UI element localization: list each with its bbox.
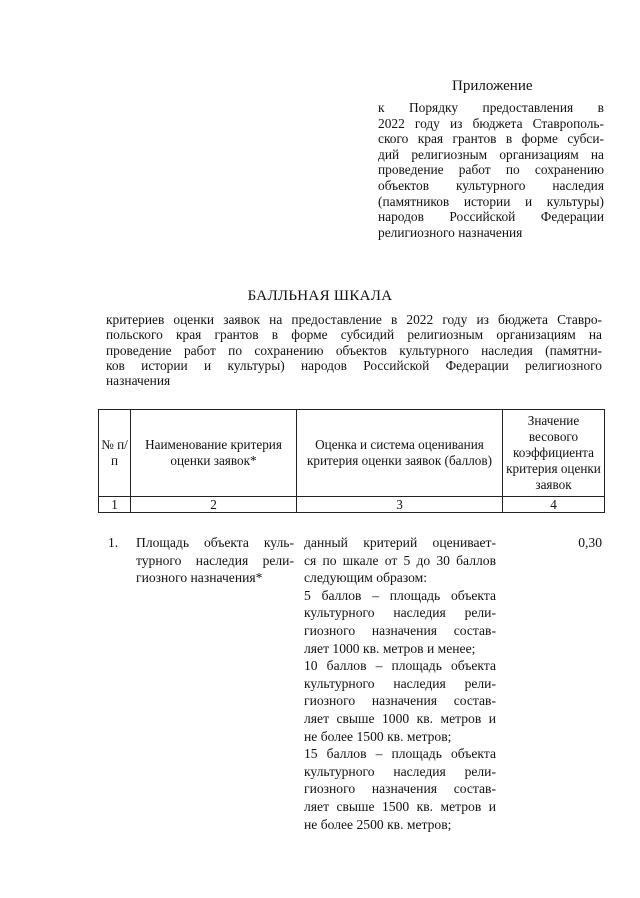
subtitle-line: проведение работ по сохранению объектов культурного наследия (памятни- xyxy=(106,342,602,358)
table-header-row xyxy=(99,410,605,497)
description-line: культурного наследия рели- xyxy=(304,605,496,621)
criterion-name-line: турного наследия рели- xyxy=(136,552,294,568)
description-line: культурного наследия рели- xyxy=(304,675,496,691)
description-line: данный критерий оценивает- xyxy=(304,535,496,550)
document-title: БАЛЛЬНАЯ ШКАЛА xyxy=(247,288,393,304)
criterion-description xyxy=(304,534,496,833)
appendix-note-line: 2022 году из бюджета Ставрополь- xyxy=(378,115,604,131)
description-line: не более 2500 кв. метров; xyxy=(304,816,452,832)
description-line: культурного наследия рели- xyxy=(304,763,496,779)
appendix-title: Приложение xyxy=(452,78,533,94)
appendix-note-line: (памятников истории и культуры) xyxy=(378,193,604,209)
appendix-note xyxy=(378,100,604,240)
appendix-note-line: народов Российской Федерации xyxy=(378,209,604,225)
header-num: № п/п xyxy=(99,410,131,497)
subtitle-line: ков истории и культуры) народов Российской Федерации религиозного xyxy=(106,357,602,373)
appendix-note-line: проведение работ по сохранению xyxy=(378,162,604,178)
column-number: 4 xyxy=(503,497,605,513)
header-name: Наименование критерия оценки заявок* xyxy=(131,410,297,497)
description-line: ляет свыше 1000 кв. метров и xyxy=(304,710,496,726)
criterion-name xyxy=(136,534,294,587)
column-number-row xyxy=(99,497,605,513)
appendix-note-line: религиозного назначения xyxy=(378,224,523,240)
description-line: 15 баллов – площадь объекта xyxy=(304,746,496,762)
document-subtitle xyxy=(106,312,602,388)
description-line: ляет 1000 кв. метров и менее; xyxy=(304,640,476,656)
description-line: ляет свыше 1500 кв. метров и xyxy=(304,798,496,814)
criteria-table xyxy=(98,409,605,513)
description-line: гиозного назначения состав- xyxy=(304,693,496,709)
description-line: ся по шкале от 5 до 30 баллов xyxy=(304,552,496,568)
header-evaluation: Оценка и система оценивания критерия оценки заявок (баллов) xyxy=(297,410,503,497)
description-line: следующим образом: xyxy=(304,570,428,586)
criterion-name-line: Площадь объекта куль- xyxy=(136,535,294,550)
description-line: гиозного назначения состав- xyxy=(304,781,496,797)
column-number: 3 xyxy=(297,497,503,513)
description-line: не более 1500 кв. метров; xyxy=(304,728,452,744)
subtitle-line: критериев оценки заявок на предоставление в 2022 году из бюджета Ставро- xyxy=(106,312,602,327)
column-number: 1 xyxy=(99,497,131,513)
subtitle-line: назначения xyxy=(106,373,171,389)
description-line: 10 баллов – площадь объекта xyxy=(304,658,496,674)
subtitle-line: польского края грантов в форме субсидий религиозным организациям на xyxy=(106,327,602,343)
description-line: гиозного назначения состав- xyxy=(304,622,496,638)
criterion-weight: 0,30 xyxy=(578,535,602,550)
appendix-note-line: дий религиозным организациям на xyxy=(378,146,604,162)
appendix-note-line: к Порядку предоставления в xyxy=(378,100,604,115)
description-line: 5 баллов – площадь объекта xyxy=(304,587,496,603)
column-number: 2 xyxy=(131,497,297,513)
criterion-name-line: гиозного назначения* xyxy=(136,570,263,586)
header-weight: Значение весового коэффициента критерия оценки заявок xyxy=(503,410,605,497)
appendix-note-line: объектов культурного наследия xyxy=(378,177,604,193)
row-number: 1. xyxy=(108,535,119,550)
appendix-note-line: ского края грантов в форме субси- xyxy=(378,131,604,147)
